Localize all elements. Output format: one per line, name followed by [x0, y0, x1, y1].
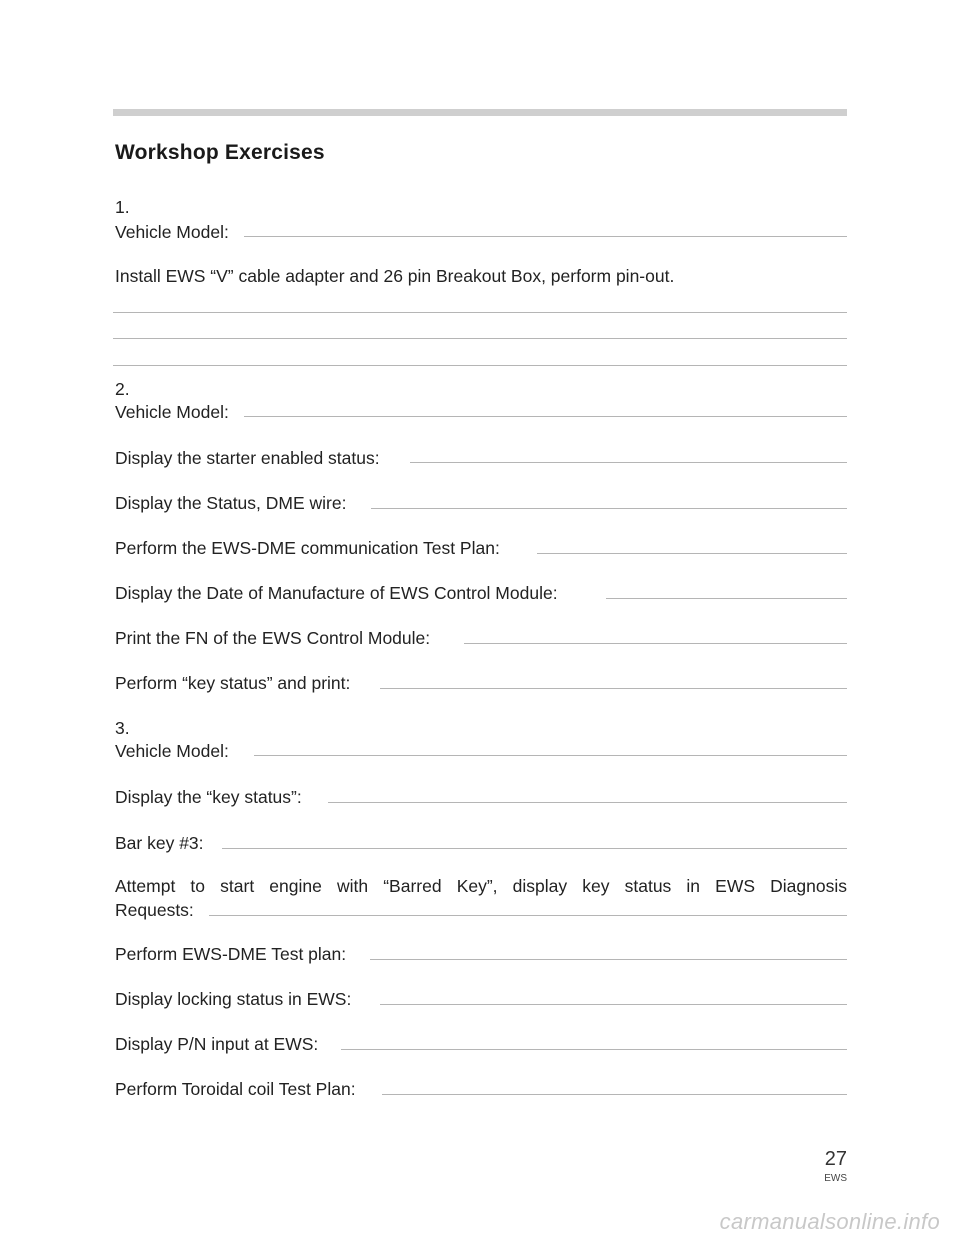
exercise-2-vehicle-model-label: Vehicle Model: — [115, 402, 229, 422]
exercise-3-answer-line — [222, 848, 847, 849]
exercise-3-answer-line — [380, 1004, 847, 1005]
exercise-1-instruction: Install EWS “V” cable adapter and 26 pin Breakout Box, perform pin-out. — [115, 266, 675, 286]
exercise-1-vehicle-model-field — [244, 236, 847, 237]
section-label: EWS — [824, 1173, 847, 1184]
exercise-3-vehicle-model-label: Vehicle Model: — [115, 741, 229, 761]
exercise-3-answer-line — [209, 915, 847, 916]
exercise-1-answer-line — [113, 312, 847, 313]
exercise-3-answer-line — [341, 1049, 847, 1050]
exercise-3-answer-line — [328, 802, 847, 803]
top-rule — [113, 109, 847, 116]
exercise-1-answer-line — [113, 365, 847, 366]
exercise-2-item: Perform “key status” and print: — [115, 673, 351, 693]
exercise-2-answer-line — [464, 643, 847, 644]
exercise-3-number: 3. — [115, 718, 130, 738]
exercise-3-item: Display the “key status”: — [115, 787, 302, 807]
exercise-2-answer-line — [380, 688, 847, 689]
exercise-3-answer-line — [382, 1094, 847, 1095]
exercise-2-item: Display the Status, DME wire: — [115, 493, 347, 513]
exercise-2-item: Print the FN of the EWS Control Module: — [115, 628, 431, 648]
page-title: Workshop Exercises — [115, 141, 325, 164]
exercise-2-item: Perform the EWS-DME communication Test Plan: — [115, 538, 500, 558]
exercise-3-item: Display P/N input at EWS: — [115, 1034, 319, 1054]
exercise-2-answer-line — [537, 553, 847, 554]
exercise-3-item: Display locking status in EWS: — [115, 989, 352, 1009]
exercise-3-item: Bar key #3: — [115, 833, 204, 853]
exercise-2-item: Display the starter enabled status: — [115, 448, 380, 468]
exercise-1-answer-line — [113, 338, 847, 339]
watermark-text: carmanualsonline.info — [719, 1209, 940, 1234]
exercise-2-answer-line — [606, 598, 847, 599]
exercise-1-vehicle-model-label: Vehicle Model: — [115, 222, 229, 242]
exercise-3-answer-line — [370, 959, 847, 960]
exercise-2-answer-line — [410, 462, 847, 463]
exercise-2-answer-line — [371, 508, 847, 509]
exercise-3-barred-key-instruction: Attempt to start engine with “Barred Key”, display key status in EWS Diagnosis — [115, 876, 847, 896]
exercise-3-item: Perform Toroidal coil Test Plan: — [115, 1079, 356, 1099]
page-number: 27 — [824, 1148, 847, 1170]
exercise-2-number: 2. — [115, 379, 130, 399]
exercise-2-item: Display the Date of Manufacture of EWS Control Module: — [115, 583, 558, 603]
exercise-3-item: Perform EWS-DME Test plan: — [115, 944, 347, 964]
exercise-1-number: 1. — [115, 197, 130, 217]
exercise-2-vehicle-model-field — [244, 416, 847, 417]
exercise-3-vehicle-model-field — [254, 755, 847, 756]
exercise-3-barred-key-requests-label: Requests: — [115, 900, 194, 920]
